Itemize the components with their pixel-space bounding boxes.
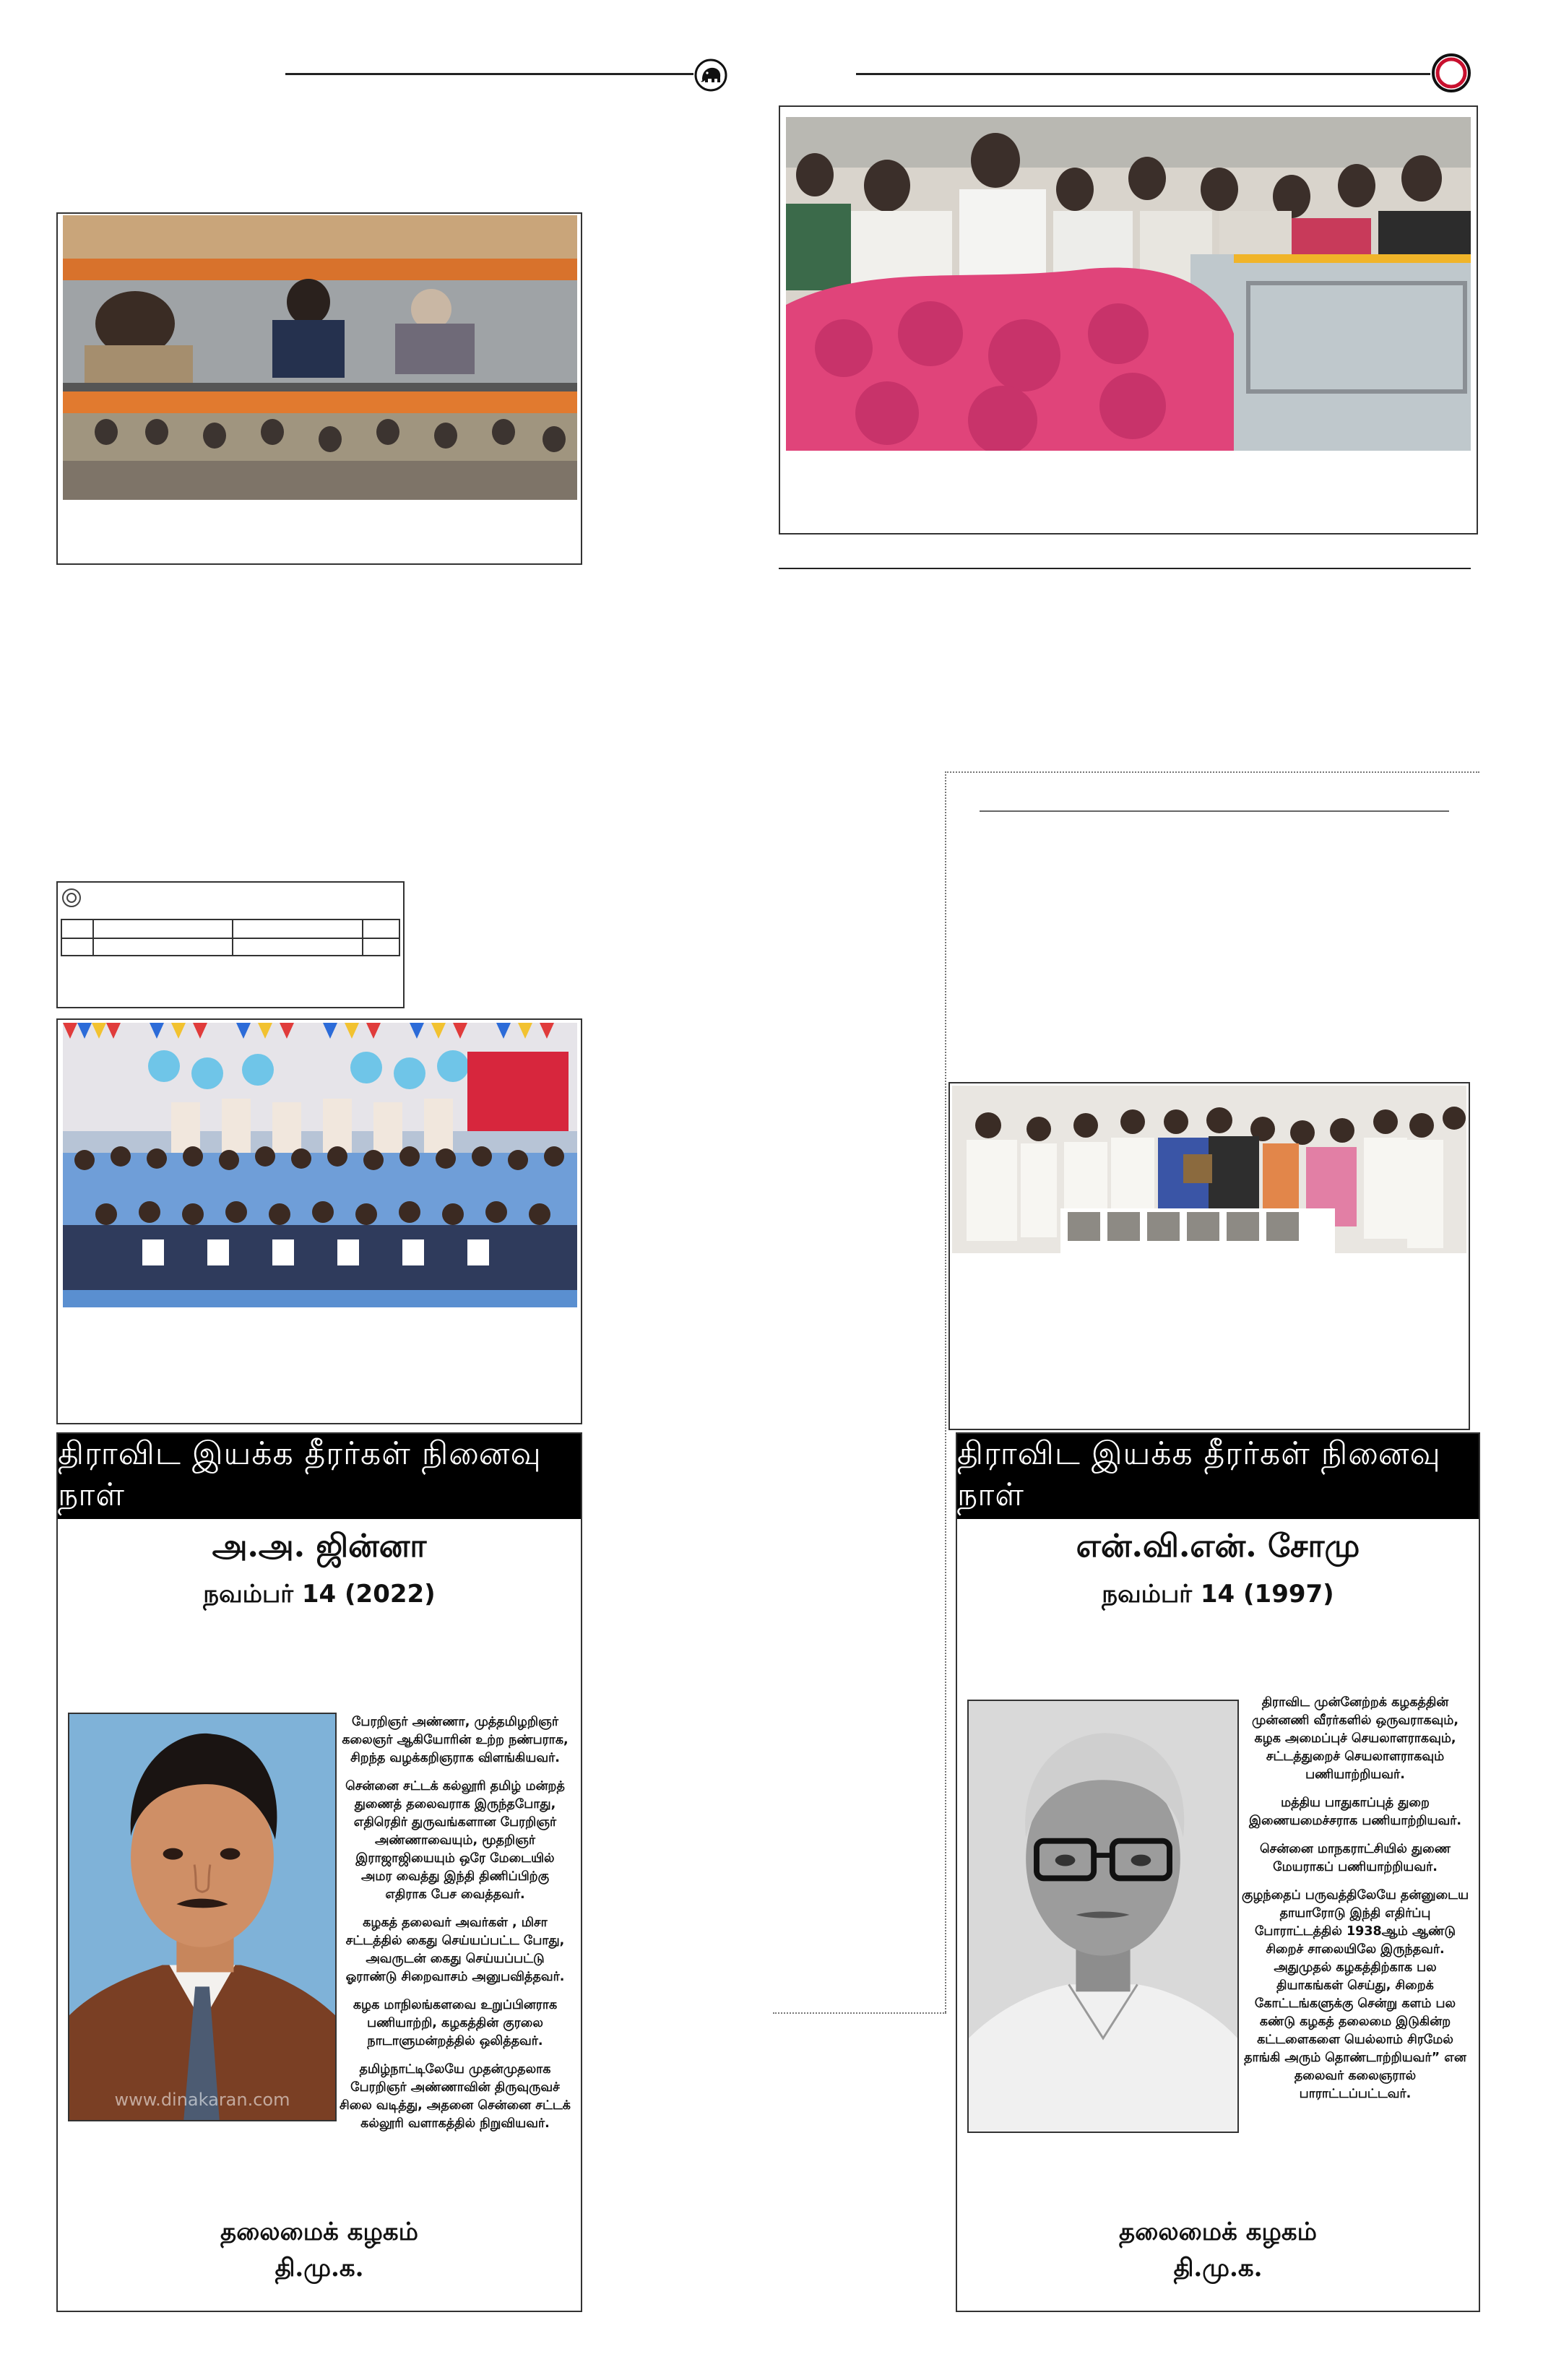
notice-table-midline	[62, 938, 399, 939]
bio-paragraph: கழகத் தலைவர் அவர்கள் , மிசா சட்டத்தில் கைது செய்யப்பட்ட போது, அவருடன் கைது செய்யப்பட்டு ஓராண்டு சிறைவாசம் அனுபவித்தவர்.	[345, 1916, 565, 1984]
memorial-date: நவம்பர் 14 (2022)	[203, 1580, 436, 1609]
bio-paragraph: தமிழ்நாட்டிலேயே முதன்முதலாக பேரறிஞர் அண்ணாவின் திருவுருவச் சிலை வடித்து, அதனை சென்னை சட்டக் கல்லூரி வளாகத்தில் நிறுவியவர்.	[340, 2062, 571, 2131]
memorial-footer-party: தி.மு.க.	[1173, 2254, 1263, 2282]
memorial-date: நவம்பர் 14 (1997)	[1102, 1580, 1334, 1609]
notice-table-col1	[92, 920, 94, 955]
memorial-bio	[340, 1591, 571, 2133]
notice-table	[61, 919, 400, 956]
bio-paragraph: கழக மாநிலங்களவை உறுப்பினராக பணியாற்றி, கழகத்தின் குரலை நாடாளுமன்றத்தில் ஒலித்தவர்.	[353, 1998, 558, 2048]
bio-paragraph: சென்னை சட்டக் கல்லூரி தமிழ் மன்றத் துணைத் தலைவராக இருந்தபோது, எதிரெதிர் துருவங்களான பேரறிஞர் அண்ணாவையும், மூதறிஞர் இராஜாஜியையும் ஒரே மேடையில் அமர வைத்து இந்தி திணிப்பிற்கு எதிராக பேச வைத்தவர்.	[345, 1779, 565, 1902]
memorial-name: அ.அ. ஜின்னா	[212, 1528, 427, 1565]
right-section-inner-rule	[980, 810, 1449, 812]
book-donation-photo	[952, 1086, 1466, 1253]
header-rule-right	[856, 73, 1430, 75]
tribute-divider-rule	[779, 568, 1471, 569]
students-group-photo	[63, 1023, 577, 1307]
conference-photo	[63, 215, 577, 500]
memorial-bio	[1240, 1694, 1470, 2127]
memorial-footer-org: தலைமைக் கழகம்	[1119, 2217, 1317, 2246]
bio-paragraph: பேரறிஞர் அண்ணா, முத்தமிழறிஞர் கலைஞர் ஆகியோரின் உற்ற நண்பராக, சிறந்த வழக்கறிஞராக விளங்கியவர்.	[342, 1715, 569, 1765]
elephant-emblem-icon	[693, 58, 728, 92]
memorial-name: என்.வி.என். சோமு	[1076, 1528, 1360, 1565]
notice-table-col3	[362, 920, 363, 955]
right-section-top-dotted-rule	[945, 771, 1479, 773]
bio-paragraph: சென்னை மாநகராட்சியில் துணை மேயராகப் பணியாற்றியவர்.	[1260, 1842, 1451, 1874]
bio-paragraph: திராவிட முன்னேற்றக் கழகத்தின் முன்னணி வீரர்களில் ஒருவராகவும், கழக அமைப்புச் செயலாளராகவும், சட்டத்துறைச் செயலாளராகவும் பணியாற்றியவர்.	[1251, 1695, 1459, 1782]
memorial-footer-party: தி.மு.க.	[275, 2254, 364, 2282]
right-section-bottom-dotted-rule	[773, 2012, 946, 2014]
memorial-banner: திராவிட இயக்க தீரர்கள் நினைவு நாள்	[957, 1434, 1479, 1519]
circle-emblem-icon	[1430, 52, 1472, 94]
memorial-footer-org: தலைமைக் கழகம்	[220, 2217, 418, 2246]
bio-paragraph: மத்திய பாதுகாப்புத் துறை இணையமைச்சராக பணியாற்றியவர்.	[1248, 1796, 1462, 1828]
memorial-card-somu	[956, 1432, 1480, 2312]
small-seal-icon	[61, 887, 82, 909]
notice-box	[56, 881, 405, 1008]
header-rule-left	[285, 73, 693, 75]
notice-table-col2	[232, 920, 233, 955]
bio-paragraph: குழந்தைப் பருவத்திலேயே தன்னுடைய தாயாரோடு இந்தி எதிர்ப்பு போராட்டத்தில் 1938ஆம் ஆண்டு சிறைச் சாலையிலே இருந்தவர். அதுமுதல் கழகத்திற்காக பல தியாகங்கள் செய்து, சிறைக் கோட்டங்களுக்கு சென்று களம் பல கண்டு கழகத் தலைமை இடுகின்ற கட்டளைகளை யெல்லாம் சிரமேல் தாங்கி அரும் தொண்டாற்றியவர்” என தலைவர் கலைஞரால் பாராட்டப்பட்டவர்.	[1241, 1888, 1469, 2101]
right-section-left-dotted-rule	[945, 771, 946, 2012]
memorial-banner: திராவிட இயக்க தீரர்கள் நினைவு நாள்	[58, 1434, 581, 1519]
photo-watermark: www.dinakaran.com	[114, 2090, 290, 2110]
tribute-photo	[786, 117, 1471, 451]
portrait-photo	[967, 1700, 1239, 2133]
memorial-card-jinnah	[56, 1432, 582, 2312]
portrait-photo	[68, 1713, 337, 2121]
